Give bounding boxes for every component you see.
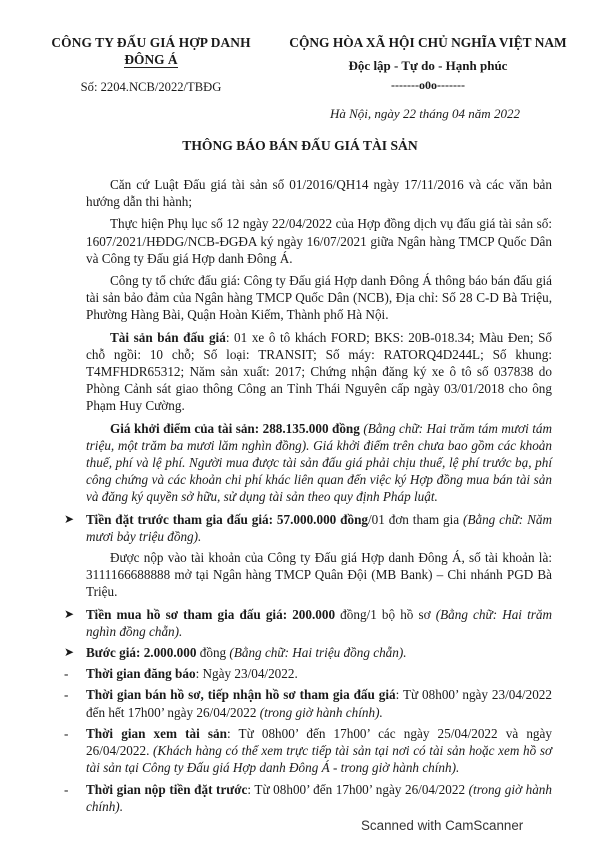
- paragraph-contract: Thực hiện Phụ lục số 12 ngày 22/04/2022 của Hợp đồng dịch vụ đấu giá tài sản số: 1607/2021/HĐDG/NCB-ĐGĐA ký ngày 16/07/2021 giữa Ngân hàng TMCP Quốc Dân và Công ty Đấu giá Hợp danh Đông Á.: [86, 216, 552, 266]
- company-name-line1: CÔNG TY ĐẤU GIÁ HỢP DANH: [51, 35, 251, 50]
- bid-step-item: [64, 644, 552, 661]
- national-motto: Độc lập - Tự do - Hạnh phúc: [348, 58, 508, 73]
- sale-period-text: : Từ 08h00’ ngày 23/04/2022 đến hết 17h00’ ngày 26/04/2022: [86, 687, 552, 720]
- viewing-words: (Khách hàng có thể xem trực tiếp tài sản tại nơi có tài sản hoặc xem hồ sơ tài sản tại Công ty Đấu giá Hợp danh Đông Á - trong giờ hành chính).: [86, 743, 552, 776]
- paragraph-asset: [86, 329, 552, 415]
- asset-text: : 01 xe ô tô khách FORD; BKS: 20B-018.34; Màu Đen; Số chỗ ngồi: 10 chỗ; Số loại: TRANSIT; Số máy: RATORQ4D244L; Số khung: T4MFHDR65312; Năm sản xuất: 2017; Chứng nhận đăng ký xe ô tô số 037838 do Phòng Cảnh sát giao thông Công an Tỉnh Thái Nguyên cấp ngày 03/01/2018 cho ông Phạm Huy Cường.: [86, 329, 552, 414]
- national-header: [278, 35, 578, 93]
- viewing-text: : Từ 08h00’ đến 17h00’ các ngày 25/04/2022 và ngày 26/04/2022.: [86, 725, 552, 759]
- sale-period-label: Thời gian bán hồ sơ, tiếp nhận hồ sơ tham gia đấu giá: [86, 687, 396, 703]
- announce-label: Thời gian đăng báo: [86, 666, 196, 682]
- arrow-bullet-icon: ➤: [64, 606, 75, 621]
- document-number: Số: 2204.NCB/2022/TBĐG: [80, 80, 222, 94]
- dateline: Hà Nội, ngày 22 tháng 04 năm 2022: [330, 106, 520, 121]
- paragraph-organizer: Công ty tổ chức đấu giá: Công ty Đấu giá Hợp danh Đông Á thông báo bán đấu giá tài sản bảo đảm của Ngân hàng TMCP Quốc Dân (NCB), Địa chỉ: Số 28 C-D Bà Triệu, Phường Hàng Bài, Quận Hoàn Kiếm, Thành phố Hà Nội.: [86, 273, 552, 323]
- announce-item: [64, 665, 552, 682]
- deposit-label: Tiền đặt trước tham gia đấu giá: 57.000.000 đồng: [86, 511, 368, 527]
- deposit-payment-label: Thời gian nộp tiền đặt trước: [86, 781, 248, 797]
- asset-label: Tài sản bán đấu giá: [110, 329, 226, 345]
- paragraph-legal-basis: Căn cứ Luật Đấu giá tài sản số 01/2016/QH14 ngày 17/11/2016 và các văn bản hướng dẫn thi hành;: [86, 177, 552, 210]
- file-fee-words: (Bằng chữ: Hai trăm nghìn đồng chẵn).: [86, 606, 552, 639]
- deposit-text: /01 đơn tham gia: [368, 511, 464, 527]
- header-separator: -------o0o-------: [391, 78, 465, 92]
- file-fee-item: [64, 606, 552, 640]
- camscanner-watermark: Scanned with CamScanner: [361, 818, 524, 833]
- dash-bullet: -: [64, 781, 69, 797]
- deposit-words: (Bằng chữ: Năm mươi bảy triệu đồng).: [86, 511, 552, 544]
- dash-bullet: -: [64, 687, 69, 703]
- deposit-item: [64, 511, 552, 545]
- arrow-bullet-icon: ➤: [64, 511, 75, 526]
- viewing-item: [64, 725, 552, 777]
- file-fee-label: Tiền mua hồ sơ tham gia đấu giá: 200.000: [86, 606, 336, 622]
- deposit-payment-text: : Từ 08h00’ đến 17h00’ ngày 26/04/2022: [247, 781, 469, 797]
- arrow-bullet-icon: ➤: [64, 645, 75, 660]
- sale-period-item: [64, 686, 552, 720]
- bid-step-label: Bước giá: 2.000.000: [86, 645, 197, 661]
- deposit-payment-item: [64, 781, 552, 815]
- sale-period-words: (trong giờ hành chính).: [259, 704, 383, 720]
- starting-price-label: Giá khởi điểm của tài sản: 288.135.000 đồng: [110, 420, 360, 436]
- dash-bullet: -: [64, 725, 69, 741]
- viewing-label: Thời gian xem tài sản: [86, 725, 227, 741]
- dash-bullet: -: [64, 666, 69, 682]
- deposit-payment-words: (trong giờ hành chính).: [86, 781, 552, 814]
- bid-step-text: đồng: [196, 645, 230, 661]
- paragraph-starting-price: [86, 420, 552, 506]
- issuer-block: [46, 35, 256, 95]
- nation-name: CỘNG HÒA XÃ HỘI CHỦ NGHĨA VIỆT NAM: [289, 35, 567, 50]
- paragraph-bank-account: Được nộp vào tài khoản của Công ty Đấu giá Hợp danh Đông Á, số tài khoản là: 3111166688888 mở tại Ngân hàng TMCP Quân Đội (MB Bank) – Chi nhánh PGD Bà Triệu.: [86, 550, 552, 600]
- company-name-line2: ĐÔNG Á: [124, 52, 178, 67]
- bid-step-words: (Bằng chữ: Hai triệu đồng chẵn).: [229, 645, 407, 661]
- document-title: THÔNG BÁO BÁN ĐẤU GIÁ TÀI SẢN: [182, 138, 418, 153]
- document-body: [64, 176, 552, 819]
- announce-text: : Ngày 23/04/2022.: [195, 666, 298, 682]
- starting-price-text: (Bằng chữ: Hai trăm tám mươi tám triệu, một trăm ba mươi lăm nghìn đồng). Giá khởi điểm trên chưa bao gồm các khoản thuế, phí và lệ phí. Người mua được tài sản đấu giá phải chịu thuế, lệ phí trước bạ, phí công chứng và các khoản chi phí khác liên quan đến việc ký Hợp đồng mua bán tài sản và đăng ký quyền sở hữu, sử dụng tài sản theo quy định Pháp luật.: [86, 420, 552, 505]
- file-fee-text: đồng/1 bộ hồ sơ: [335, 606, 436, 622]
